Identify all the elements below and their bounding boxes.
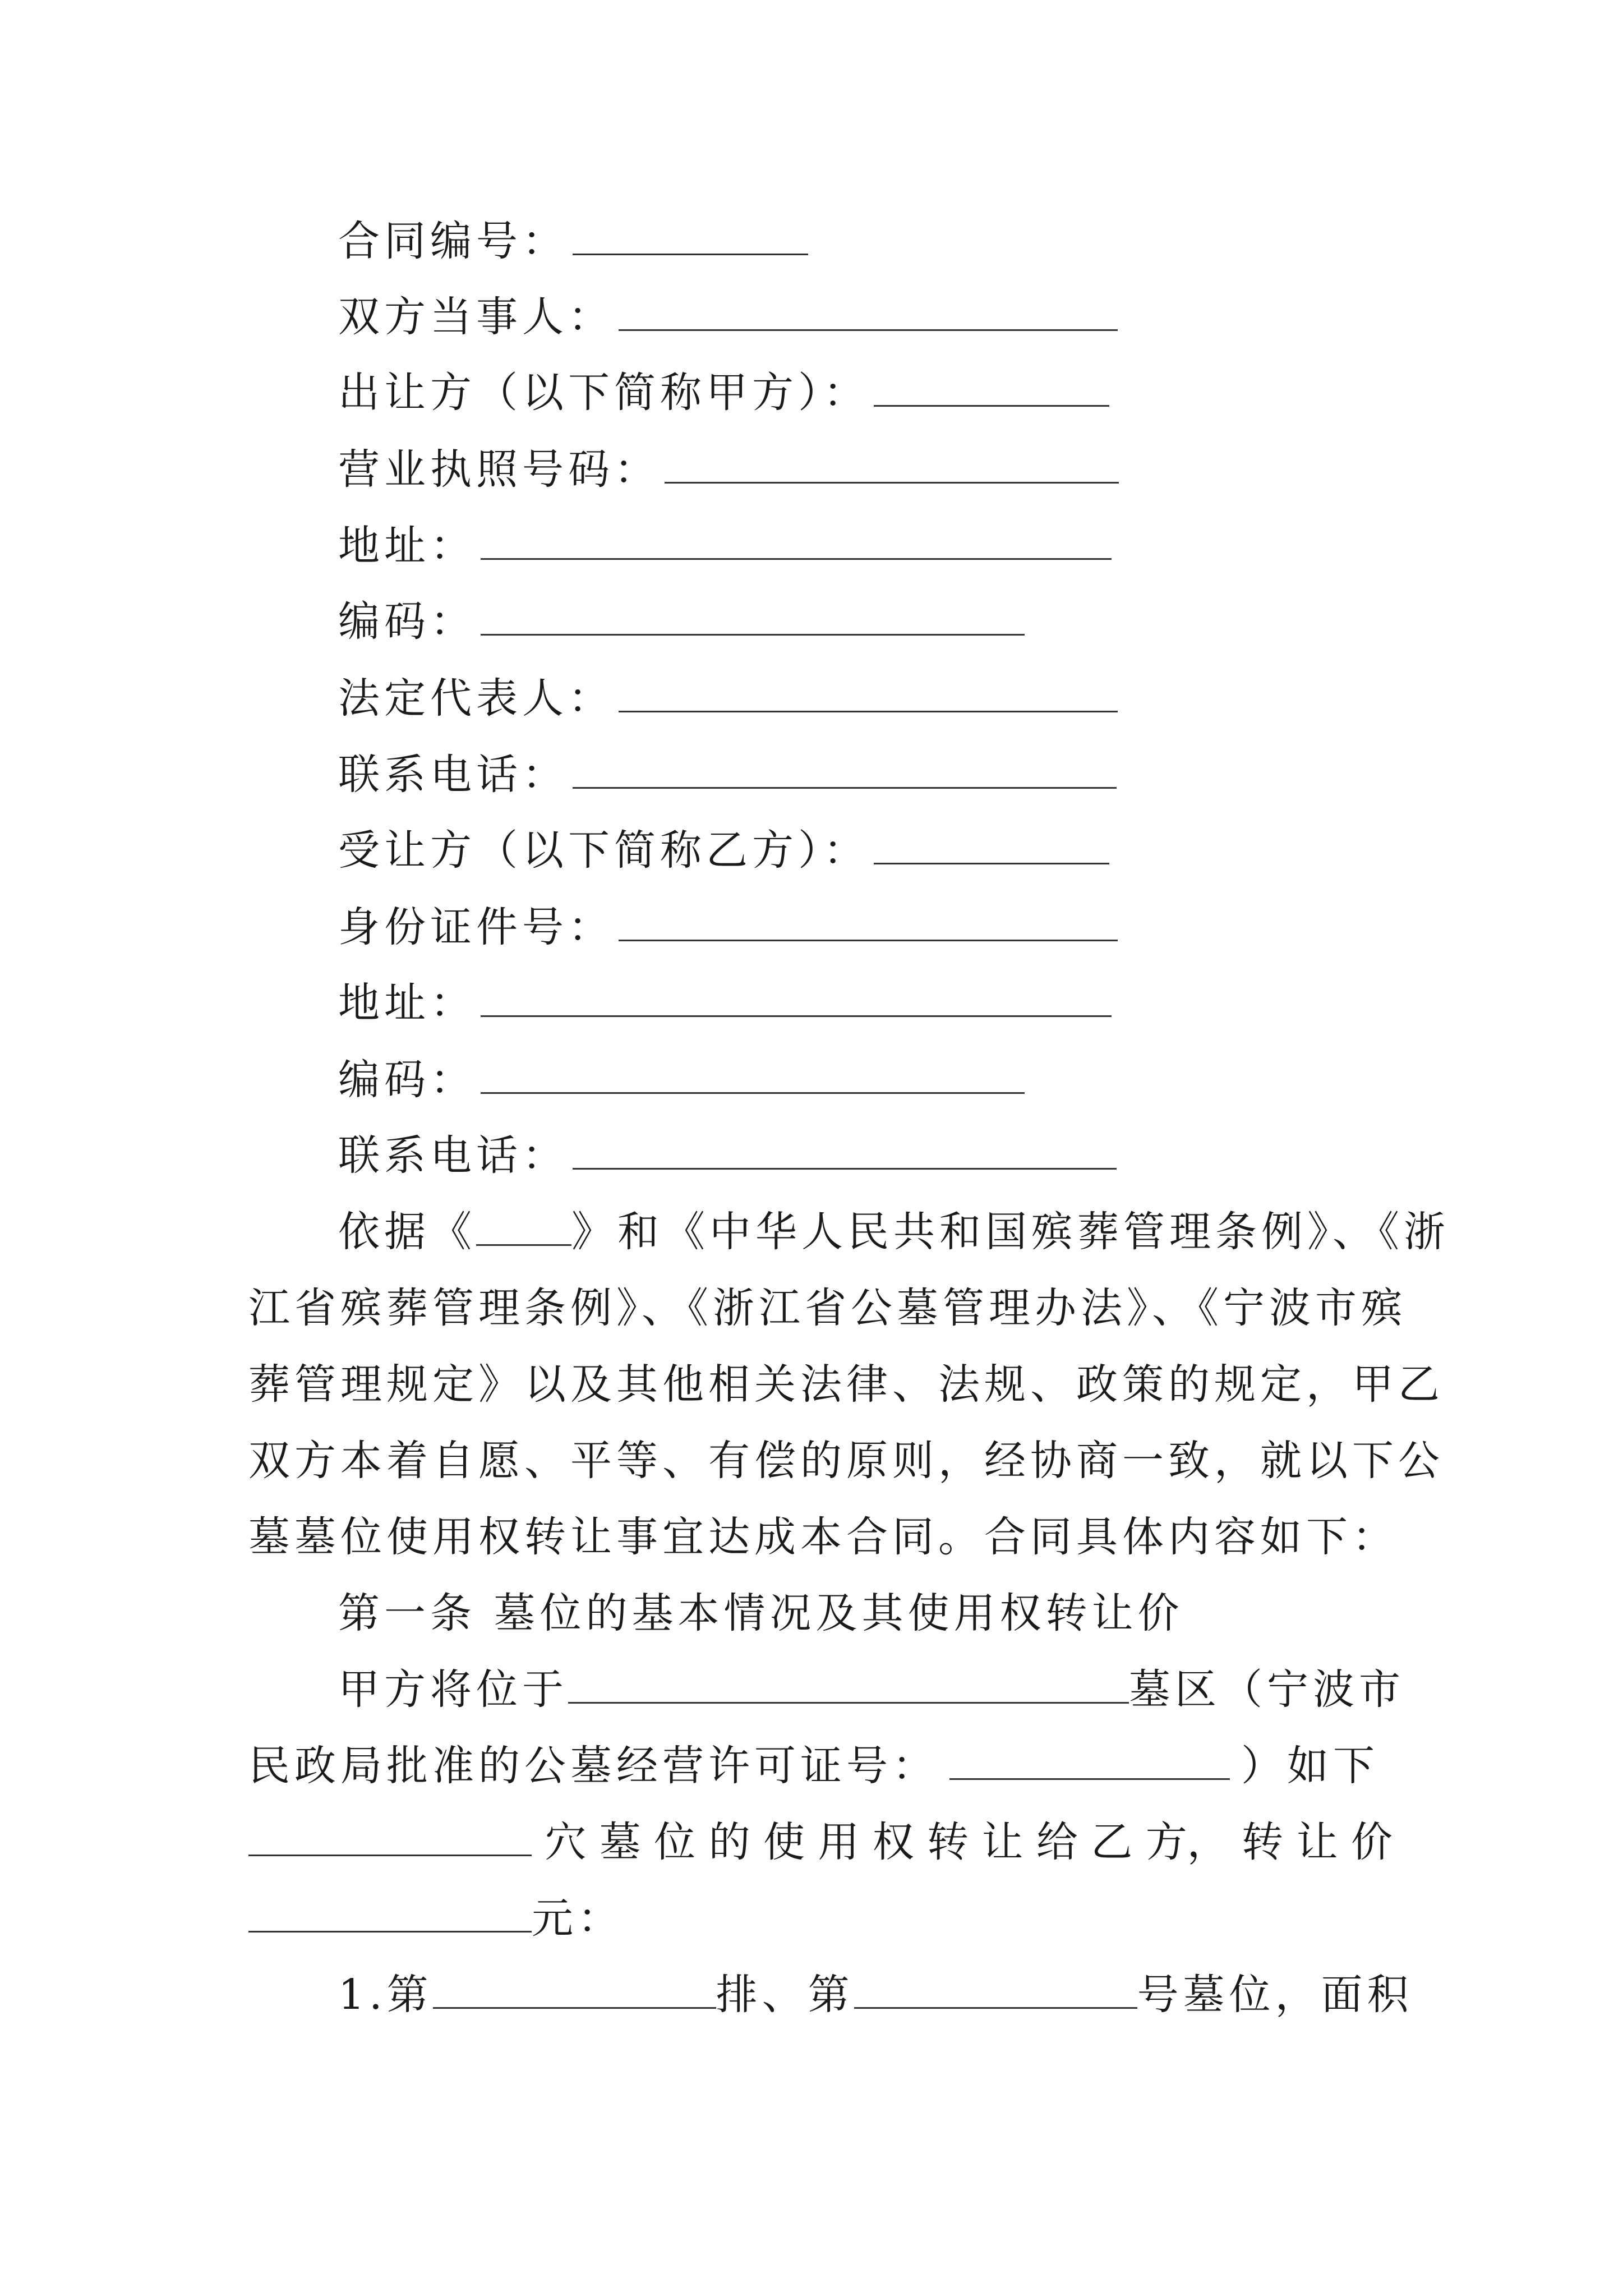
a1-line3-char: 权 [872,1818,914,1866]
item1-b: 排、第 [716,1971,854,2019]
parties-row [0,279,1623,355]
address-a-blank [481,541,1112,560]
legal-rep-label: 法定代表人： [338,674,614,723]
phone-b-blank [573,1151,1117,1170]
preamble-1b: 》和《中华人民共和国殡葬管理条例》、《浙 [571,1208,1450,1256]
article-1-line-3 [248,1804,1393,1880]
postcode-b-row [0,1042,1623,1118]
preamble-5: 墓墓位使用权转让事宜达成本合同。合同具体内容如下： [248,1513,1398,1561]
price-blank [248,1914,532,1932]
a1-line1-a: 甲方将位于 [338,1665,568,1714]
preamble-line-3 [0,1346,1623,1423]
cemetery-name-blank [568,1685,1129,1704]
preamble-line-4 [0,1423,1623,1499]
address-a-label: 地址： [338,522,476,570]
postcode-a-label: 编码： [338,597,476,646]
id-number-blank [619,923,1118,941]
transferee-blank [874,846,1109,864]
phone-a-row [0,737,1623,813]
item1-c: 号墓位，面积 [1137,1971,1413,2019]
a1-line3-char: 墓 [599,1818,641,1866]
article-1-title: 第一条 墓位的基本情况及其使用权转让价 [338,1589,1184,1637]
article-1-heading [0,1575,1623,1651]
parties-label: 双方当事人： [338,293,614,341]
a1-line3-char: 让 [1296,1818,1338,1866]
article-1-line-4 [0,1880,1623,1957]
postcode-a-row [0,583,1623,660]
id-number-row [0,889,1623,965]
phone-b-label: 联系电话： [338,1131,568,1180]
license-number-row [0,431,1623,508]
a1-line3-char: 穴 [545,1818,587,1866]
transferor-blank [874,388,1109,407]
a1-line3-char: 使 [763,1818,805,1866]
parties-blank [619,312,1118,331]
transferee-row [0,812,1623,889]
postcode-b-blank [481,1075,1025,1094]
contract-number-label: 合同编号： [338,217,568,265]
contract-number-row [0,203,1623,279]
article-1-line-2 [0,1728,1623,1804]
item-1-line [0,1957,1623,2033]
article-1-line-1 [0,1651,1623,1728]
a1-line1-b: 墓区（宁波市 [1129,1665,1405,1714]
a1-line2-b: ）如下 [1241,1742,1379,1790]
a1-line3-char: 转 [927,1818,969,1866]
transferee-label: 受让方（以下简称乙方）： [338,826,869,875]
a1-line4: 元： [532,1894,624,1943]
license-number-blank [665,465,1119,484]
a1-line3-char: 给 [1036,1818,1078,1866]
a1-line3-char: 让 [981,1818,1023,1866]
a1-line3-char: 方， [1145,1818,1229,1866]
preamble-4: 双方本着自愿、平等、有偿的原则，经协商一致，就以下公 [248,1437,1444,1485]
phone-b-row [0,1117,1623,1194]
legal-rep-row [0,660,1623,737]
preamble-1a: 依据《 [338,1208,476,1256]
address-b-label: 地址： [338,979,476,1027]
contract-number-blank [573,237,808,255]
preamble-2: 江省殡葬管理条例》、《浙江省公墓管理办法》、《宁波市殡 [248,1284,1407,1332]
phone-a-blank [573,770,1117,789]
grave-count-blank [248,1838,532,1856]
grave-number-blank [854,1990,1137,2009]
license-number-label: 营业执照号码： [338,445,660,494]
preamble-3: 葬管理规定》以及其他相关法律、法规、政策的规定，甲乙 [248,1360,1444,1409]
law-name-blank [476,1227,571,1246]
address-a-row [0,508,1623,584]
preamble-line-2 [0,1270,1623,1346]
transferor-label: 出让方（以下简称甲方）： [338,369,869,417]
a1-line3-char: 位 [654,1818,696,1866]
a1-line3-char: 价 [1350,1818,1393,1866]
item1-a: 1.第 [338,1971,433,2019]
a1-line3-char: 乙 [1091,1818,1133,1866]
preamble-line-5 [0,1499,1623,1575]
a1-line3-char: 用 [818,1818,860,1866]
transferor-row [0,355,1623,431]
preamble-line-1 [0,1194,1623,1270]
address-b-row [0,965,1623,1041]
postcode-a-blank [481,617,1025,636]
phone-a-label: 联系电话： [338,751,568,799]
permit-number-blank [949,1761,1230,1780]
a1-line3-char: 转 [1242,1818,1284,1866]
legal-rep-blank [619,694,1118,712]
a1-line2-a: 民政局批准的公墓经营许可证号： [248,1742,938,1790]
a1-line3-char: 的 [708,1818,750,1866]
postcode-b-label: 编码： [338,1056,476,1104]
id-number-label: 身份证件号： [338,903,614,951]
row-number-blank [433,1990,716,2009]
address-b-blank [481,999,1112,1017]
